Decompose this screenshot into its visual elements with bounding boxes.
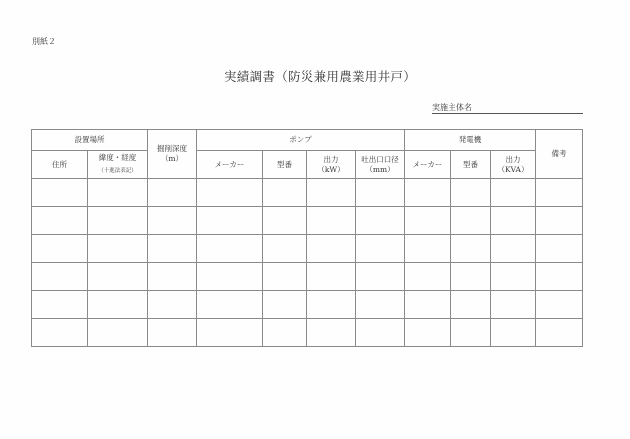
header-gen-maker: メーカー (405, 151, 451, 179)
cell-gen-model[interactable] (451, 207, 491, 235)
cell-gen-maker[interactable] (405, 263, 451, 291)
header-latlon-label: 緯度・経度 (98, 153, 137, 162)
cell-pump-outlet[interactable] (356, 263, 405, 291)
cell-latlon[interactable] (88, 207, 148, 235)
header-latlon (88, 151, 148, 179)
cell-gen-output[interactable] (491, 291, 536, 319)
cell-pump-outlet[interactable] (356, 235, 405, 263)
annex-label: 別紙２ (32, 37, 56, 46)
cell-address[interactable] (32, 207, 88, 235)
header-pump-model: 型番 (263, 151, 307, 179)
cell-pump-model[interactable] (263, 207, 307, 235)
implementer-name-label: 実施主体名 (432, 103, 472, 112)
header-pump-output (307, 151, 356, 179)
table-row (32, 235, 583, 263)
document-title: 実績調書（防災兼用農業用井戸） (224, 69, 417, 84)
cell-remarks[interactable] (536, 207, 583, 235)
cell-pump-output[interactable] (307, 263, 356, 291)
header-pump: ポンプ (197, 130, 405, 151)
cell-pump-model[interactable] (263, 263, 307, 291)
table-row (32, 291, 583, 319)
cell-address[interactable] (32, 179, 88, 207)
cell-gen-model[interactable] (451, 235, 491, 263)
cell-depth[interactable] (148, 263, 197, 291)
cell-latlon[interactable] (88, 319, 148, 347)
header-remarks: 備考 (536, 130, 583, 179)
header-pump-outlet-unit: （mm） (365, 164, 395, 174)
cell-pump-output[interactable] (307, 291, 356, 319)
header-gen-output-label: 出力 (505, 154, 521, 164)
cell-address[interactable] (32, 263, 88, 291)
header-gen-output-unit: （KVA） (497, 164, 529, 174)
cell-gen-output[interactable] (491, 319, 536, 347)
header-address: 住所 (32, 151, 88, 179)
header-depth-label: 掘削深度 (157, 144, 187, 153)
header-latlon-note: （十進法表記） (98, 168, 137, 174)
cell-gen-output[interactable] (491, 207, 536, 235)
cell-pump-output[interactable] (307, 235, 356, 263)
table-row (32, 207, 583, 235)
header-depth-unit: （m） (160, 154, 184, 163)
cell-remarks[interactable] (536, 319, 583, 347)
cell-gen-maker[interactable] (405, 179, 451, 207)
cell-gen-model[interactable] (451, 319, 491, 347)
header-pump-output-label: 出力 (323, 154, 339, 164)
cell-depth[interactable] (148, 235, 197, 263)
header-gen-output (491, 151, 536, 179)
cell-address[interactable] (32, 291, 88, 319)
header-pump-maker: メーカー (197, 151, 263, 179)
cell-pump-outlet[interactable] (356, 207, 405, 235)
cell-latlon[interactable] (88, 263, 148, 291)
cell-pump-maker[interactable] (197, 291, 263, 319)
cell-pump-maker[interactable] (197, 179, 263, 207)
cell-gen-model[interactable] (451, 179, 491, 207)
cell-pump-maker[interactable] (197, 207, 263, 235)
cell-depth[interactable] (148, 291, 197, 319)
cell-gen-output[interactable] (491, 263, 536, 291)
cell-pump-output[interactable] (307, 319, 356, 347)
cell-remarks[interactable] (536, 235, 583, 263)
cell-latlon[interactable] (88, 235, 148, 263)
cell-pump-model[interactable] (263, 319, 307, 347)
cell-gen-model[interactable] (451, 263, 491, 291)
cell-gen-maker[interactable] (405, 291, 451, 319)
cell-pump-output[interactable] (307, 207, 356, 235)
cell-gen-maker[interactable] (405, 207, 451, 235)
cell-remarks[interactable] (536, 179, 583, 207)
header-generator: 発電機 (405, 130, 536, 151)
implementer-name-field[interactable] (432, 103, 583, 114)
cell-gen-model[interactable] (451, 291, 491, 319)
results-table (31, 129, 583, 347)
cell-pump-maker[interactable] (197, 263, 263, 291)
header-pump-outlet-label: 吐出口口径 (361, 154, 399, 164)
header-depth (148, 130, 197, 179)
cell-address[interactable] (32, 235, 88, 263)
table-row (32, 319, 583, 347)
cell-address[interactable] (32, 319, 88, 347)
cell-latlon[interactable] (88, 179, 148, 207)
cell-gen-output[interactable] (491, 179, 536, 207)
header-pump-outlet (356, 151, 405, 179)
cell-pump-outlet[interactable] (356, 319, 405, 347)
cell-latlon[interactable] (88, 291, 148, 319)
header-location: 設置場所 (32, 130, 148, 151)
cell-pump-maker[interactable] (197, 319, 263, 347)
cell-pump-output[interactable] (307, 179, 356, 207)
cell-depth[interactable] (148, 319, 197, 347)
cell-gen-output[interactable] (491, 235, 536, 263)
cell-pump-outlet[interactable] (356, 291, 405, 319)
table-row (32, 179, 583, 207)
cell-pump-model[interactable] (263, 179, 307, 207)
cell-gen-maker[interactable] (405, 319, 451, 347)
cell-depth[interactable] (148, 207, 197, 235)
cell-gen-maker[interactable] (405, 235, 451, 263)
cell-pump-outlet[interactable] (356, 179, 405, 207)
cell-pump-maker[interactable] (197, 235, 263, 263)
header-pump-output-unit: （kW） (317, 164, 345, 174)
cell-remarks[interactable] (536, 263, 583, 291)
cell-remarks[interactable] (536, 291, 583, 319)
cell-pump-model[interactable] (263, 235, 307, 263)
cell-depth[interactable] (148, 179, 197, 207)
table-row (32, 263, 583, 291)
cell-pump-model[interactable] (263, 291, 307, 319)
header-gen-model: 型番 (451, 151, 491, 179)
